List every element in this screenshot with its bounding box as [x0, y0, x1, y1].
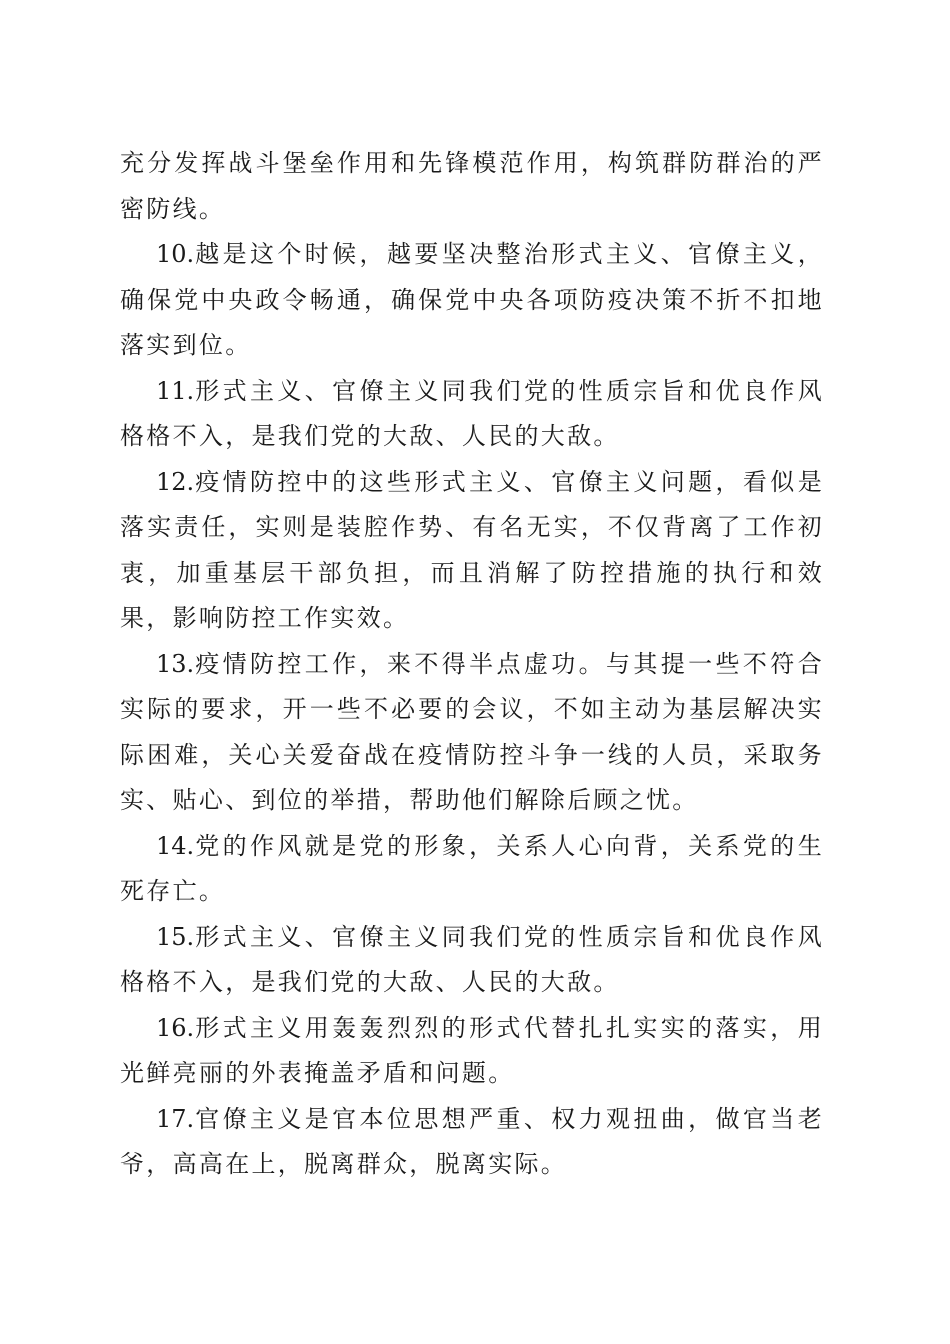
paragraph-10	[120, 232, 824, 369]
paragraph-number: 16.	[156, 1013, 195, 1042]
paragraph-text: 党的作风就是党的形象，关系人心向背，关系党的生死存亡。	[120, 831, 824, 905]
paragraph-text: 越是这个时候，越要坚决整治形式主义、官僚主义，确保党中央政令畅通，确保党中央各项防疫决策不折不扣地落实到位。	[120, 240, 824, 359]
paragraph-text: 疫情防控中的这些形式主义、官僚主义问题，看似是落实责任，实则是装腔作势、有名无实，不仅背离了工作初衷，加重基层干部负担，而且消解了防控措施的执行和效果，影响防控工作实效。	[120, 467, 824, 632]
paragraph-text: 形式主义、官僚主义同我们党的性质宗旨和优良作风格格不入，是我们党的大敌、人民的大敌。	[120, 922, 824, 996]
paragraph-text: 充分发挥战斗堡垒作用和先锋模范作用，构筑群防群治的严密防线。	[120, 149, 824, 223]
document-body	[120, 141, 824, 1188]
paragraph-number: 13.	[156, 649, 195, 678]
paragraph-14	[120, 824, 824, 915]
paragraph-text: 官僚主义是官本位思想严重、权力观扭曲，做官当老爷，高高在上，脱离群众，脱离实际。	[120, 1104, 824, 1178]
paragraph-number: 14.	[156, 831, 195, 860]
paragraph-text: 形式主义用轰轰烈烈的形式代替扎扎实实的落实，用光鲜亮丽的外表掩盖矛盾和问题。	[120, 1013, 824, 1087]
paragraph-number: 15.	[156, 922, 195, 951]
paragraph-continuation	[120, 141, 824, 232]
paragraph-13	[120, 642, 824, 824]
paragraph-number: 11.	[156, 376, 195, 405]
paragraph-16	[120, 1006, 824, 1097]
paragraph-number: 12.	[156, 467, 195, 496]
paragraph-text: 疫情防控工作，来不得半点虚功。与其提一些不符合实际的要求，开一些不必要的会议，不如主动为基层解决实际困难，关心关爱奋战在疫情防控斗争一线的人员，采取务实、贴心、到位的举措，帮助他们解除后顾之忧。	[120, 649, 824, 814]
paragraph-number: 10.	[156, 240, 195, 268]
paragraph-15	[120, 915, 824, 1006]
paragraph-12	[120, 460, 824, 642]
paragraph-text: 形式主义、官僚主义同我们党的性质宗旨和优良作风格格不入，是我们党的大敌、人民的大敌。	[120, 376, 824, 450]
paragraph-number: 17.	[156, 1104, 195, 1133]
paragraph-17	[120, 1097, 824, 1188]
paragraph-11	[120, 369, 824, 460]
